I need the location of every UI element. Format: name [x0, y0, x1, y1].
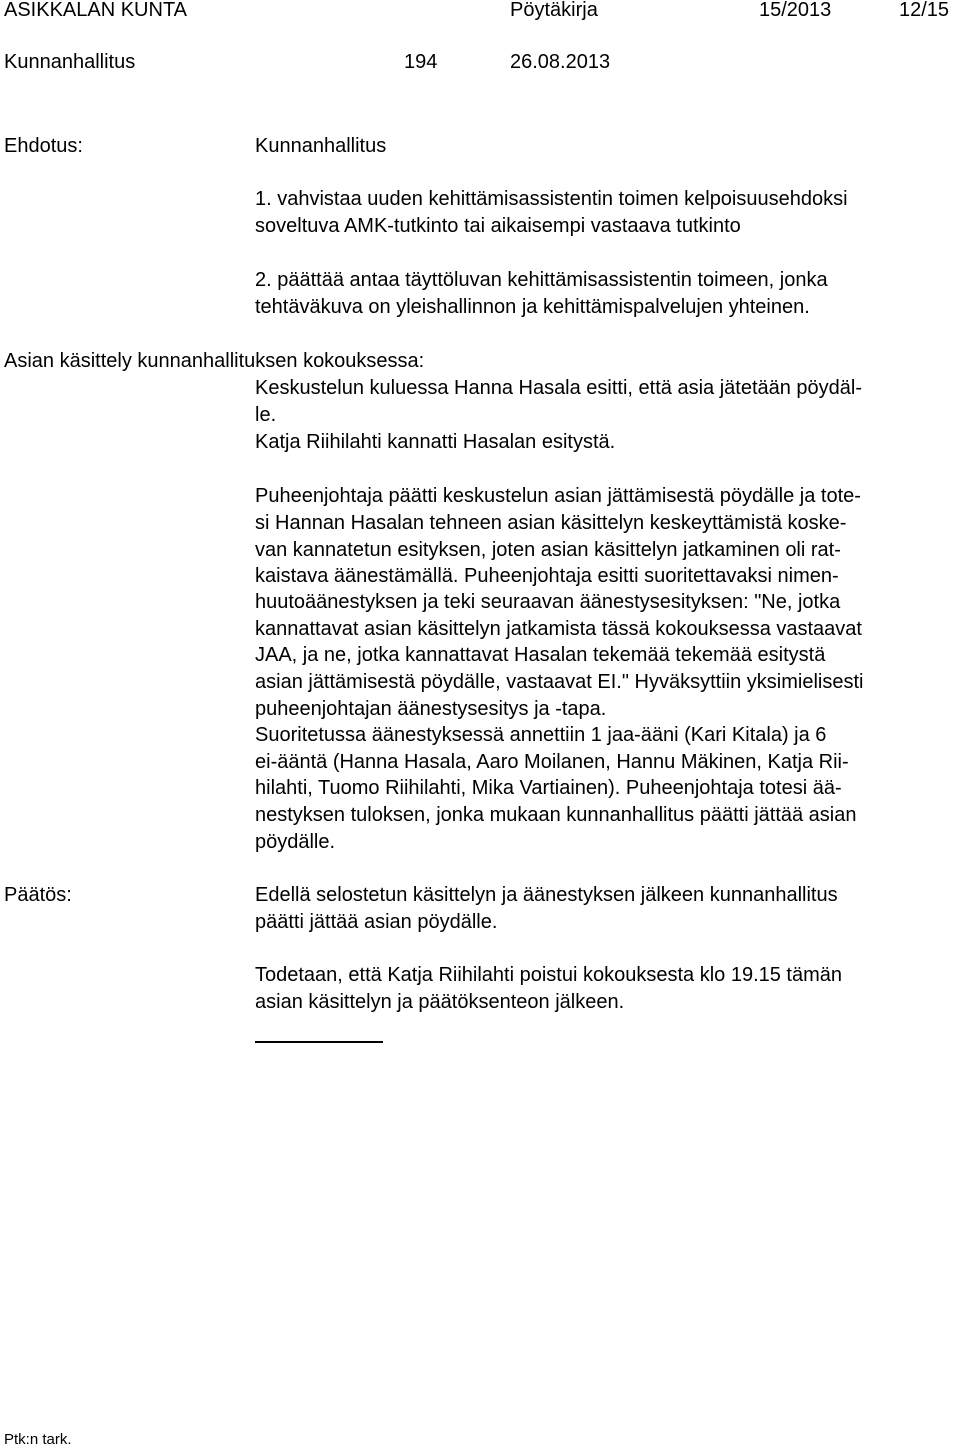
proposal-item-1-line: 1. vahvistaa uuden kehittämisassistentin toimen kelpoisuusehdoksi	[255, 188, 848, 210]
governing-body: Kunnanhallitus	[4, 51, 136, 73]
section-divider	[255, 1041, 383, 1043]
discussion-text-line: ei-ääntä (Hanna Hasala, Aaro Moilanen, Hannu Mäkinen, Katja Rii-	[255, 751, 849, 773]
minutes-checker-label: Ptk:n tark.	[4, 1431, 72, 1448]
meeting-date: 26.08.2013	[510, 51, 611, 73]
discussion-text-line: hilahti, Tuomo Riihilahti, Mika Vartiainen). Puheenjohtaja totesi ää-	[255, 777, 842, 799]
municipality-name: ASIKKALAN KUNTA	[4, 0, 188, 21]
discussion-text-line: asian jättämisestä pöydälle, vastaavat EI." Hyväksyttiin yksimielisesti	[255, 671, 864, 693]
decision-note-line: Todetaan, että Katja Riihilahti poistui kokouksesta klo 19.15 tämän	[255, 964, 843, 986]
discussion-text-line: kannattavat asian käsittelyn jatkamista tässä kokouksessa vastaavat	[255, 618, 862, 640]
discussion-text-line: puheenjohtajan äänestysesitys ja -tapa.	[255, 698, 607, 720]
proposal-intro: Kunnanhallitus	[255, 135, 387, 157]
decision-note-line: asian käsittelyn ja päätöksenteon jälkeen.	[255, 991, 625, 1013]
discussion-text-line: kaistava äänestämällä. Puheenjohtaja esitti suoritettavaksi nimen-	[255, 565, 839, 587]
proposal-item-2-line: 2. päättää antaa täyttöluvan kehittämisassistentin toimeen, jonka	[255, 269, 828, 291]
decision-text-line: Edellä selostetun käsittelyn ja äänestyksen jälkeen kunnanhallitus	[255, 884, 838, 906]
proposal-item-1-line: soveltuva AMK-tutkinto tai aikaisempi vastaava tutkinto	[255, 215, 741, 237]
discussion-text-line: van kannatetun esityksen, joten asian käsittelyn jatkaminen oli rat-	[255, 539, 841, 561]
discussion-text-line: pöydälle.	[255, 831, 336, 853]
section-number: 194	[404, 51, 438, 73]
discussion-text-line: Keskustelun kuluessa Hanna Hasala esitti, että asia jätetään pöydäl-	[255, 377, 863, 399]
proposal-label: Ehdotus:	[4, 135, 83, 157]
discussion-text-line: si Hannan Hasalan tehneen asian käsittelyn keskeyttämistä koske-	[255, 512, 847, 534]
discussion-text-line: Puheenjohtaja päätti keskustelun asian jättämisestä pöydälle ja tote-	[255, 485, 861, 507]
document-type: Pöytäkirja	[510, 0, 598, 21]
discussion-text-line: huutoäänestyksen ja teki seuraavan äänestysesityksen: "Ne, jotka	[255, 591, 841, 613]
decision-text-line: päätti jättää asian pöydälle.	[255, 911, 498, 933]
discussion-label: Asian käsittely kunnanhallituksen kokouksessa:	[4, 350, 425, 372]
document-number: 15/2013	[759, 0, 832, 21]
discussion-text-line: le.	[255, 404, 277, 426]
discussion-text-line: Suoritetussa äänestyksessä annettiin 1 jaa-ääni (Kari Kitala) ja 6	[255, 724, 827, 746]
discussion-text-line: nestyksen tuloksen, jonka mukaan kunnanhallitus päätti jättää asian	[255, 804, 857, 826]
decision-label: Päätös:	[4, 884, 72, 906]
proposal-item-2-line: tehtäväkuva on yleishallinnon ja kehittämispalvelujen yhteinen.	[255, 296, 810, 318]
page-number: 12/15	[899, 0, 950, 21]
discussion-text-line: JAA, ja ne, jotka kannattavat Hasalan tekemää tekemää esitystä	[255, 644, 826, 666]
discussion-text-line: Katja Riihilahti kannatti Hasalan esitystä.	[255, 431, 616, 453]
